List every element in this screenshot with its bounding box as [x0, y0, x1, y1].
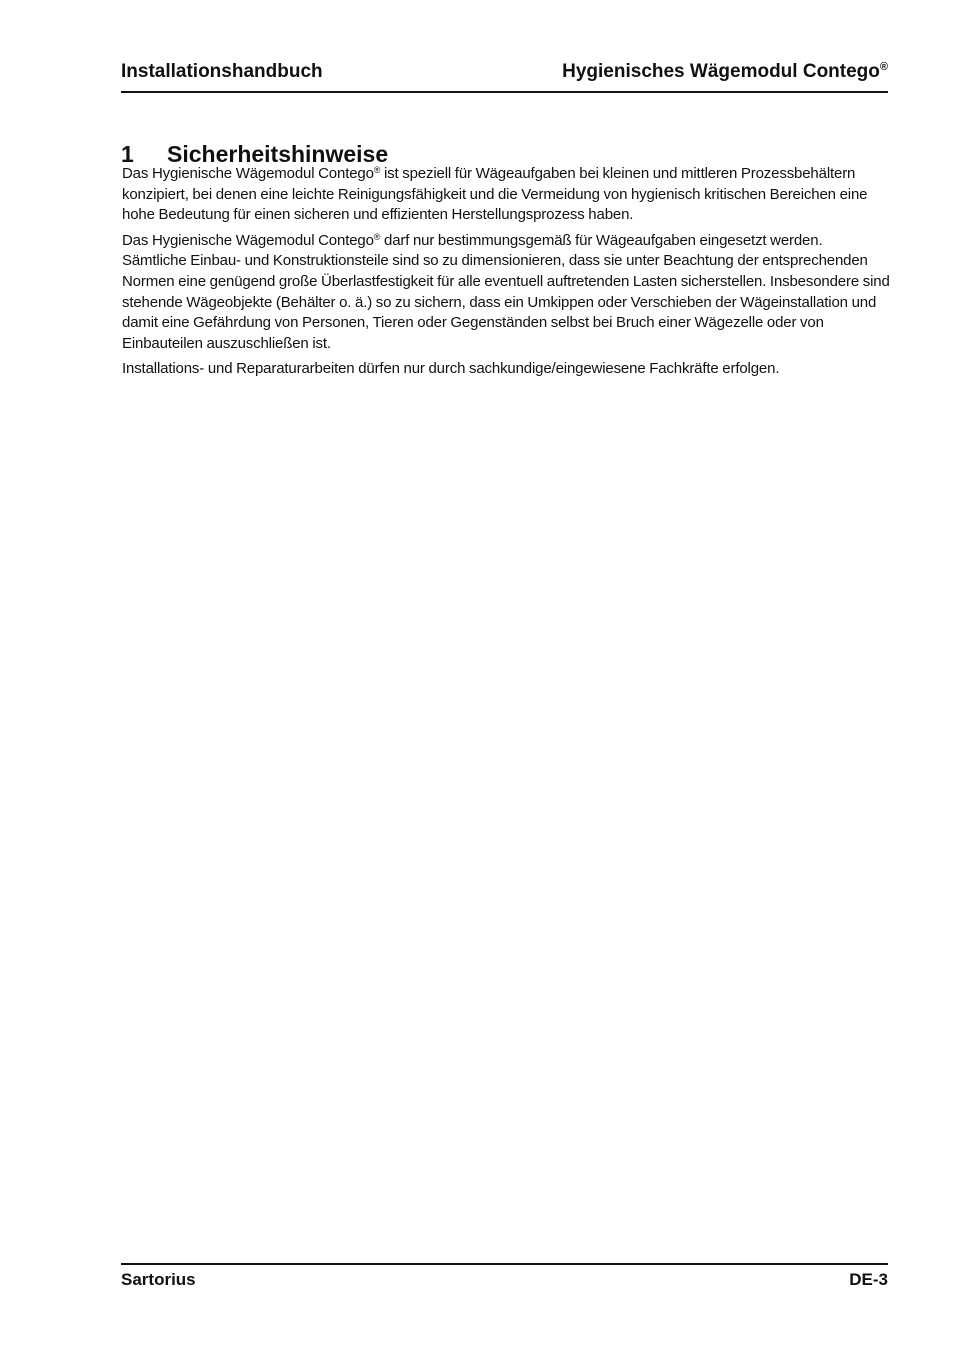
page-header [121, 60, 888, 93]
trademark-symbol: ® [879, 61, 888, 73]
paragraph-qualified-personnel: Installations- und Reparaturarbeiten dürfen nur durch sachkundige/eingewiesene Fachkräfte erfolgen. [122, 360, 780, 378]
section-number: 1 [121, 141, 134, 168]
page-number: DE-3 [849, 1270, 888, 1289]
section-title: Sicherheitshinweise [167, 141, 389, 168]
page-footer [121, 1263, 888, 1291]
paragraph-safety-requirements [122, 231, 890, 355]
paragraph-text: Das Hygienische Wägemodul Contego [122, 231, 374, 249]
section-body [122, 164, 890, 385]
paragraph-text: ist speziell für Wägeaufgaben bei kleinen und mittleren Prozessbehältern konzipiert, bei denen eine leichte Reinigungsfähigkeit und die Vermeidung von hygienisch kritischen Bereichen eine hohe Bedeutung für einen sicheren und effizienten Herstellungsprozess haben. [122, 165, 868, 224]
manual-title: Installationshandbuch [121, 61, 323, 82]
registered-mark: ® [373, 165, 381, 175]
product-title [562, 60, 888, 84]
registered-mark: ® [373, 231, 381, 242]
paragraph-text: Das Hygienische Wägemodul Contego [122, 165, 374, 182]
paragraph-text: darf nur bestimmungsgemäß für Wägeaufgaben eingesetzt werden. Sämtliche Einbau- und Konstruktionsteile sind so zu dimensionieren, dass sie unter Beachtung der entsprechenden Normen eine genügend große Überlastfestigkeit für alle eventuell auftretenden Lasten sicherstellen. Insbesondere sind stehende Wägeobjekte (Behälter o. ä.) so zu sichern, dass ein Umkippen oder Verschieben der Wägeinstallation und damit eine Gefährdung von Personen, Tieren oder Gegenständen selbst bei Bruch einer Wägezelle oder von Einbauteilen auszuschließen ist. [122, 231, 890, 352]
paragraph-intended-use [122, 164, 890, 226]
product-title-text: Hygienisches Wägemodul Contego [562, 61, 880, 82]
company-name: Sartorius [121, 1270, 196, 1289]
